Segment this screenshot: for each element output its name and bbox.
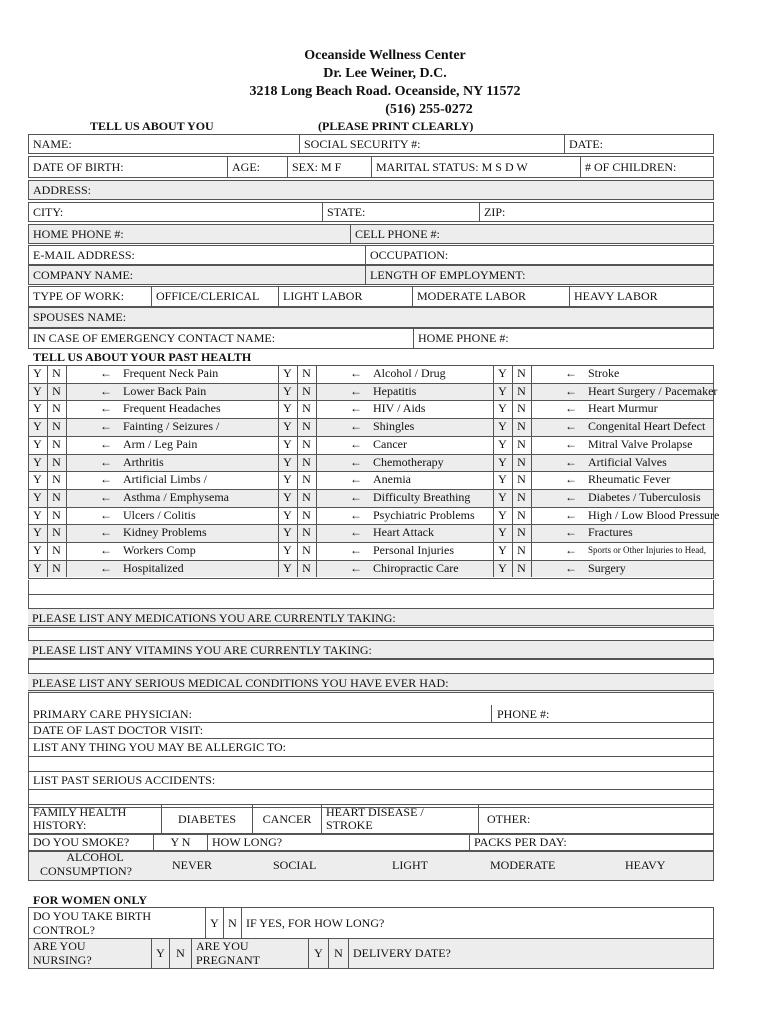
- health-arrow-icon: ←: [350, 507, 362, 522]
- health-no-0-7[interactable]: N: [52, 489, 61, 504]
- health-no-1-8[interactable]: N: [302, 507, 311, 522]
- company-field[interactable]: [28, 265, 366, 285]
- column-divider: [531, 365, 532, 577]
- health-condition-label: Alcohol / Drug: [373, 366, 446, 380]
- medications-label: PLEASE LIST ANY MEDICATIONS YOU ARE CURRENTLY TAKING:: [32, 610, 396, 625]
- family-history-label: FAMILY HEALTH: [33, 805, 127, 819]
- health-condition-label: Hepatitis: [373, 383, 417, 398]
- health-no-2-7[interactable]: N: [517, 489, 526, 504]
- occupation-field[interactable]: [365, 245, 714, 265]
- health-no-1-1[interactable]: N: [302, 383, 311, 398]
- health-condition-label: Congenital Heart Defect: [588, 419, 706, 434]
- health-no-1-0[interactable]: N: [302, 366, 311, 380]
- health-yes-1-4[interactable]: Y: [283, 436, 292, 451]
- health-yes-2-11[interactable]: Y: [498, 560, 507, 575]
- health-condition-label: Frequent Neck Pain: [123, 366, 219, 380]
- pregnant-yes-label: Y: [314, 946, 323, 960]
- pregnant-label: ARE YOU: [196, 939, 249, 953]
- health-no-2-8[interactable]: N: [517, 507, 526, 522]
- health-yes-2-3[interactable]: Y: [498, 419, 507, 434]
- children-label: # OF CHILDREN:: [585, 159, 677, 174]
- birth-control-how-long-label: IF YES, FOR HOW LONG?: [246, 915, 385, 930]
- emergency-phone-field[interactable]: [413, 328, 714, 349]
- alcohol-never-option[interactable]: NEVER: [172, 858, 212, 872]
- health-arrow-icon: ←: [565, 366, 577, 380]
- heavy-labor-option[interactable]: [569, 286, 714, 307]
- vitamins-label: PLEASE LIST ANY VITAMINS YOU ARE CURRENTLY TAKING:: [32, 642, 372, 657]
- alcohol-moderate-option[interactable]: MODERATE: [490, 858, 556, 872]
- health-arrow-icon: ←: [565, 454, 577, 469]
- health-yes-0-2[interactable]: Y: [33, 401, 42, 416]
- clinic-name: Oceanside Wellness Center: [304, 48, 466, 63]
- emergency-contact-label: IN CASE OF EMERGENCY CONTACT NAME:: [33, 331, 276, 345]
- vitamins-field[interactable]: [28, 640, 714, 660]
- zip-field[interactable]: [479, 202, 714, 222]
- health-yes-1-7[interactable]: Y: [283, 489, 292, 504]
- health-arrow-icon: ←: [565, 383, 577, 398]
- health-condition-label: HIV / Aids: [373, 401, 426, 416]
- smoke-yn-option[interactable]: [153, 834, 208, 851]
- health-no-0-10[interactable]: N: [52, 543, 61, 557]
- health-condition-label: Shingles: [373, 419, 415, 434]
- pregnant-no[interactable]: [328, 938, 349, 969]
- health-condition-label: Rheumatic Fever: [588, 472, 671, 487]
- health-yes-0-6[interactable]: Y: [33, 472, 42, 487]
- health-no-2-5[interactable]: N: [517, 454, 526, 469]
- email-field[interactable]: [28, 245, 366, 265]
- section-title-past-health: TELL US ABOUT YOUR PAST HEALTH: [33, 350, 252, 364]
- company-label: COMPANY NAME:: [33, 267, 134, 282]
- address-field[interactable]: [28, 180, 714, 200]
- family-diabetes-option[interactable]: [161, 804, 253, 834]
- health-condition-label: Workers Comp: [123, 543, 196, 557]
- employment-length-label: LENGTH OF EMPLOYMENT:: [370, 267, 526, 282]
- family-history-label-cell: [28, 804, 162, 834]
- health-no-0-2[interactable]: N: [52, 401, 61, 416]
- children-field[interactable]: [580, 156, 714, 178]
- health-no-0-5[interactable]: N: [52, 454, 61, 469]
- health-condition-label: High / Low Blood Pressure: [588, 507, 720, 522]
- smoke-how-long-label: HOW LONG?: [212, 835, 283, 849]
- health-arrow-icon: ←: [100, 507, 112, 522]
- health-condition-label: Arthritis: [123, 454, 164, 469]
- health-no-1-10[interactable]: N: [302, 543, 311, 557]
- health-arrow-icon: ←: [565, 436, 577, 451]
- ssn-label: SOCIAL SECURITY #:: [304, 136, 421, 151]
- health-arrow-icon: ←: [350, 454, 362, 469]
- print-clearly-note: (PLEASE PRINT CLEARLY): [318, 119, 474, 133]
- health-yes-0-7[interactable]: Y: [33, 489, 42, 504]
- sex-field[interactable]: [287, 156, 372, 178]
- heavy-labor-label: HEAVY LABOR: [574, 289, 658, 303]
- health-arrow-icon: ←: [100, 436, 112, 451]
- divider: [28, 738, 714, 739]
- health-no-1-2[interactable]: N: [302, 401, 311, 416]
- column-divider: [316, 365, 317, 577]
- health-yes-2-9[interactable]: Y: [498, 525, 507, 540]
- divider: [491, 705, 492, 722]
- health-arrow-icon: ←: [350, 383, 362, 398]
- health-arrow-icon: ←: [565, 489, 577, 504]
- nursing-no-label: N: [176, 946, 185, 960]
- health-yes-1-6[interactable]: Y: [283, 472, 292, 487]
- health-condition-label: Psychiatric Problems: [373, 507, 475, 522]
- health-condition-label: Artificial Valves: [588, 454, 667, 469]
- occupation-label: OCCUPATION:: [370, 247, 449, 262]
- alcohol-heavy-option[interactable]: HEAVY: [625, 858, 666, 872]
- health-no-2-11[interactable]: N: [517, 560, 526, 575]
- health-arrow-icon: ←: [100, 454, 112, 469]
- smoke-label: DO YOU SMOKE?: [33, 835, 130, 849]
- health-condition-label: Stroke: [588, 366, 620, 380]
- health-yes-0-5[interactable]: Y: [33, 454, 42, 469]
- family-other-label: OTHER:: [487, 811, 531, 826]
- health-no-1-5[interactable]: N: [302, 454, 311, 469]
- pregnant-no-label: N: [334, 946, 343, 960]
- divider: [28, 789, 714, 790]
- health-yes-0-11[interactable]: Y: [33, 560, 42, 575]
- health-condition-label: Mitral Valve Prolapse: [588, 436, 693, 451]
- divider: [28, 625, 714, 626]
- health-yes-1-2[interactable]: Y: [283, 401, 292, 416]
- family-other-field[interactable]: [478, 804, 714, 834]
- health-yes-2-4[interactable]: Y: [498, 436, 507, 451]
- birth-control-no-label: N: [228, 915, 237, 930]
- delivery-date-label: DELIVERY DATE?: [353, 946, 451, 960]
- health-yes-2-5[interactable]: Y: [498, 454, 507, 469]
- marital-field[interactable]: [371, 156, 581, 178]
- health-arrow-icon: ←: [565, 419, 577, 434]
- spouse-field[interactable]: [28, 307, 714, 328]
- age-field[interactable]: [227, 156, 288, 178]
- health-arrow-icon: ←: [565, 507, 577, 522]
- section-title-about-you: TELL US ABOUT YOU: [90, 119, 214, 133]
- family-cancer-option[interactable]: [252, 804, 322, 834]
- alcohol-social-option[interactable]: SOCIAL: [273, 858, 317, 872]
- emergency-phone-label: HOME PHONE #:: [418, 331, 509, 345]
- health-no-1-7[interactable]: N: [302, 489, 311, 504]
- health-no-0-0[interactable]: N: [52, 366, 61, 380]
- nursing-no[interactable]: [169, 938, 192, 969]
- spouse-label: SPOUSES NAME:: [33, 310, 127, 324]
- address-label: ADDRESS:: [33, 182, 92, 197]
- health-yes-0-10[interactable]: Y: [33, 543, 42, 557]
- health-arrow-icon: ←: [100, 543, 112, 557]
- health-arrow-icon: ←: [100, 472, 112, 487]
- health-condition-label: Heart Surgery / Pacemaker: [588, 383, 718, 398]
- dob-field[interactable]: [28, 156, 228, 178]
- health-condition-label: Lower Back Pain: [123, 383, 207, 398]
- section-title-women-only: FOR WOMEN ONLY: [33, 893, 148, 907]
- health-no-2-4[interactable]: N: [517, 436, 526, 451]
- birth-control-yes-label: Y: [210, 915, 219, 930]
- health-yes-1-11[interactable]: Y: [283, 560, 292, 575]
- health-yes-0-0[interactable]: Y: [33, 366, 42, 380]
- dob-label: DATE OF BIRTH:: [33, 159, 124, 174]
- health-no-2-3[interactable]: N: [517, 419, 526, 434]
- health-arrow-icon: ←: [100, 489, 112, 504]
- health-condition-label: Heart Murmur: [588, 401, 658, 416]
- type-of-work-label-cell: [28, 286, 152, 307]
- ssn-field[interactable]: [299, 134, 565, 154]
- health-condition-label: Anemia: [373, 472, 411, 487]
- city-field[interactable]: [28, 202, 323, 222]
- health-yes-0-9[interactable]: Y: [33, 525, 42, 540]
- name-field[interactable]: [28, 134, 300, 154]
- marital-label: MARITAL STATUS: M S D W: [376, 159, 528, 174]
- zip-label: ZIP:: [484, 204, 506, 219]
- health-no-1-11[interactable]: N: [302, 560, 311, 575]
- health-no-1-9[interactable]: N: [302, 525, 311, 540]
- date-field[interactable]: [564, 134, 714, 154]
- home-phone-field[interactable]: [28, 224, 351, 244]
- health-arrow-icon: ←: [350, 472, 362, 487]
- health-yes-1-8[interactable]: Y: [283, 507, 292, 522]
- alcohol-label-2: CONSUMPTION?: [40, 864, 133, 878]
- state-label: STATE:: [327, 204, 366, 219]
- sex-label: SEX: M F: [292, 159, 342, 174]
- health-yes-1-1[interactable]: Y: [283, 383, 292, 398]
- cell-phone-label: CELL PHONE #:: [355, 226, 440, 241]
- office-clerical-option[interactable]: [151, 286, 279, 307]
- birth-control-label: DO YOU TAKE BIRTH: [33, 909, 151, 923]
- health-condition-label: Artificial Limbs /: [123, 472, 207, 487]
- health-no-2-1[interactable]: N: [517, 383, 526, 398]
- health-arrow-icon: ←: [350, 436, 362, 451]
- employment-length-field[interactable]: [365, 265, 714, 285]
- health-condition-label: Chiropractic Care: [373, 560, 459, 575]
- health-arrow-icon: ←: [350, 560, 362, 575]
- health-yes-0-4[interactable]: Y: [33, 436, 42, 451]
- state-field[interactable]: [322, 202, 480, 222]
- allergic-label: LIST ANY THING YOU MAY BE ALLERGIC TO:: [33, 740, 287, 754]
- pcp-phone-label: PHONE #:: [497, 707, 550, 721]
- health-no-2-10[interactable]: N: [517, 543, 526, 557]
- smoke-label-cell: [28, 834, 154, 851]
- health-no-0-3[interactable]: N: [52, 419, 61, 434]
- nursing-label-2: NURSING?: [33, 953, 92, 967]
- health-no-0-9[interactable]: N: [52, 525, 61, 540]
- health-arrow-icon: ←: [100, 401, 112, 416]
- nursing-label-cell: [28, 938, 152, 969]
- health-no-0-6[interactable]: N: [52, 472, 61, 487]
- health-condition-label: Frequent Headaches: [123, 401, 221, 416]
- health-condition-label: Surgery: [588, 560, 626, 575]
- health-arrow-icon: ←: [100, 560, 112, 575]
- health-arrow-icon: ←: [350, 543, 362, 557]
- column-divider: [66, 365, 67, 577]
- packs-per-day-field[interactable]: [469, 834, 714, 851]
- health-yes-2-2[interactable]: Y: [498, 401, 507, 416]
- divider: [28, 594, 714, 595]
- pregnant-label-2: PREGNANT: [196, 953, 261, 967]
- health-condition-label: Difficulty Breathing: [373, 489, 471, 504]
- health-no-2-0[interactable]: N: [517, 366, 526, 380]
- last-visit-label: DATE OF LAST DOCTOR VISIT:: [33, 723, 204, 737]
- moderate-labor-option[interactable]: [412, 286, 570, 307]
- health-yes-0-1[interactable]: Y: [33, 383, 42, 398]
- health-arrow-icon: ←: [565, 525, 577, 540]
- health-yes-2-6[interactable]: Y: [498, 472, 507, 487]
- home-phone-label: HOME PHONE #:: [33, 226, 124, 241]
- family-heart-label-2: STROKE: [326, 818, 373, 832]
- health-arrow-icon: ←: [100, 383, 112, 398]
- health-condition-label: Asthma / Emphysema: [123, 489, 229, 504]
- health-no-1-4[interactable]: N: [302, 436, 311, 451]
- health-condition-label: Kidney Problems: [123, 525, 207, 540]
- health-yes-2-10[interactable]: Y: [498, 543, 507, 557]
- birth-control-how-long-field[interactable]: [241, 907, 714, 939]
- health-no-2-2[interactable]: N: [517, 401, 526, 416]
- smoke-how-long-field[interactable]: [207, 834, 470, 851]
- city-label: CITY:: [33, 204, 64, 219]
- health-yes-1-9[interactable]: Y: [283, 525, 292, 540]
- health-arrow-icon: ←: [100, 525, 112, 540]
- pregnant-yes[interactable]: [308, 938, 329, 969]
- delivery-date-field[interactable]: [348, 938, 714, 969]
- health-yes-2-8[interactable]: Y: [498, 507, 507, 522]
- health-yes-2-1[interactable]: Y: [498, 383, 507, 398]
- health-condition-label: Sports or Other Injuries to Head,: [588, 545, 706, 555]
- health-arrow-icon: ←: [350, 489, 362, 504]
- birth-control-label-cell: [28, 907, 206, 939]
- health-no-0-8[interactable]: N: [52, 507, 61, 522]
- family-heart-option[interactable]: [321, 804, 479, 834]
- health-yes-1-0[interactable]: Y: [283, 366, 292, 380]
- health-arrow-icon: ←: [100, 366, 112, 380]
- health-arrow-icon: ←: [350, 525, 362, 540]
- alcohol-label-1: ALCOHOL: [66, 850, 124, 864]
- health-yes-2-0[interactable]: Y: [498, 366, 507, 380]
- health-arrow-icon: ←: [565, 472, 577, 487]
- pregnant-label-cell: [191, 938, 309, 969]
- health-condition-label: Fractures: [588, 525, 633, 540]
- health-arrow-icon: ←: [565, 560, 577, 575]
- birth-control-label-2: CONTROL?: [33, 923, 95, 937]
- light-labor-option[interactable]: [278, 286, 413, 307]
- health-condition-label: Personal Injuries: [373, 543, 454, 557]
- doctor-name: Dr. Lee Weiner, D.C.: [323, 66, 447, 81]
- health-yes-1-3[interactable]: Y: [283, 419, 292, 434]
- health-condition-label: Arm / Leg Pain: [123, 436, 198, 451]
- divider: [28, 771, 714, 772]
- accidents-label: LIST PAST SERIOUS ACCIDENTS:: [33, 773, 216, 787]
- nursing-label: ARE YOU: [33, 939, 86, 953]
- cell-phone-field[interactable]: [350, 224, 714, 244]
- health-condition-label: Heart Attack: [373, 525, 434, 540]
- health-no-2-6[interactable]: N: [517, 472, 526, 487]
- divider: [28, 690, 714, 691]
- health-no-1-6[interactable]: N: [302, 472, 311, 487]
- health-yes-0-8[interactable]: Y: [33, 507, 42, 522]
- family-history-label-2: HISTORY:: [33, 818, 87, 832]
- health-yes-0-3[interactable]: Y: [33, 419, 42, 434]
- nursing-yes-label: Y: [156, 946, 165, 960]
- health-arrow-icon: ←: [350, 419, 362, 434]
- health-condition-label: Fainting / Seizures /: [123, 419, 220, 434]
- health-no-0-1[interactable]: N: [52, 383, 61, 398]
- light-labor-label: LIGHT LABOR: [283, 289, 363, 303]
- type-of-work-label: TYPE OF WORK:: [33, 289, 125, 303]
- emergency-contact-field[interactable]: [28, 328, 414, 349]
- health-arrow-icon: ←: [565, 401, 577, 416]
- health-yes-1-10[interactable]: Y: [283, 543, 292, 557]
- health-arrow-icon: ←: [350, 366, 362, 380]
- health-checklist: [28, 365, 720, 580]
- age-label: AGE:: [232, 159, 260, 174]
- health-no-0-4[interactable]: N: [52, 436, 61, 451]
- birth-control-yes[interactable]: [205, 907, 224, 939]
- family-cancer-label: CANCER: [262, 811, 312, 826]
- moderate-labor-label: MODERATE LABOR: [417, 289, 527, 303]
- conditions-label: PLEASE LIST ANY SERIOUS MEDICAL CONDITIONS YOU HAVE EVER HAD:: [32, 675, 449, 690]
- health-condition-label: Cancer: [373, 436, 407, 451]
- family-heart-label: HEART DISEASE /: [326, 805, 424, 819]
- email-label: E-MAIL ADDRESS:: [33, 247, 135, 262]
- divider: [28, 658, 714, 659]
- date-label: DATE:: [569, 136, 603, 151]
- health-no-2-9[interactable]: N: [517, 525, 526, 540]
- health-condition-label: Ulcers / Colitis: [123, 507, 196, 522]
- health-arrow-icon: ←: [100, 419, 112, 434]
- packs-per-day-label: PACKS PER DAY:: [474, 835, 567, 849]
- health-no-1-3[interactable]: N: [302, 419, 311, 434]
- office-clerical-label: OFFICE/CLERICAL: [156, 289, 260, 303]
- health-yes-1-5[interactable]: Y: [283, 454, 292, 469]
- family-diabetes-label: DIABETES: [178, 811, 236, 826]
- health-condition-label: Chemotherapy: [373, 454, 444, 469]
- clinic-address: 3218 Long Beach Road. Oceanside, NY 11572: [249, 84, 521, 99]
- health-arrow-icon: ←: [350, 401, 362, 416]
- health-no-0-11[interactable]: N: [52, 560, 61, 575]
- clinic-phone: (516) 255-0272: [385, 102, 473, 117]
- alcohol-label: [40, 850, 133, 878]
- birth-control-no[interactable]: [223, 907, 242, 939]
- health-condition-label: Diabetes / Tuberculosis: [588, 489, 701, 504]
- health-yes-2-7[interactable]: Y: [498, 489, 507, 504]
- divider: [28, 756, 714, 757]
- alcohol-light-option[interactable]: LIGHT: [392, 858, 428, 872]
- pcp-label: PRIMARY CARE PHYSICIAN:: [33, 707, 192, 721]
- smoke-yn-label: Y N: [170, 835, 191, 849]
- health-arrow-icon: ←: [565, 543, 577, 557]
- health-condition-label: Hospitalized: [123, 560, 184, 575]
- name-label: NAME:: [33, 136, 72, 151]
- nursing-yes[interactable]: [151, 938, 170, 969]
